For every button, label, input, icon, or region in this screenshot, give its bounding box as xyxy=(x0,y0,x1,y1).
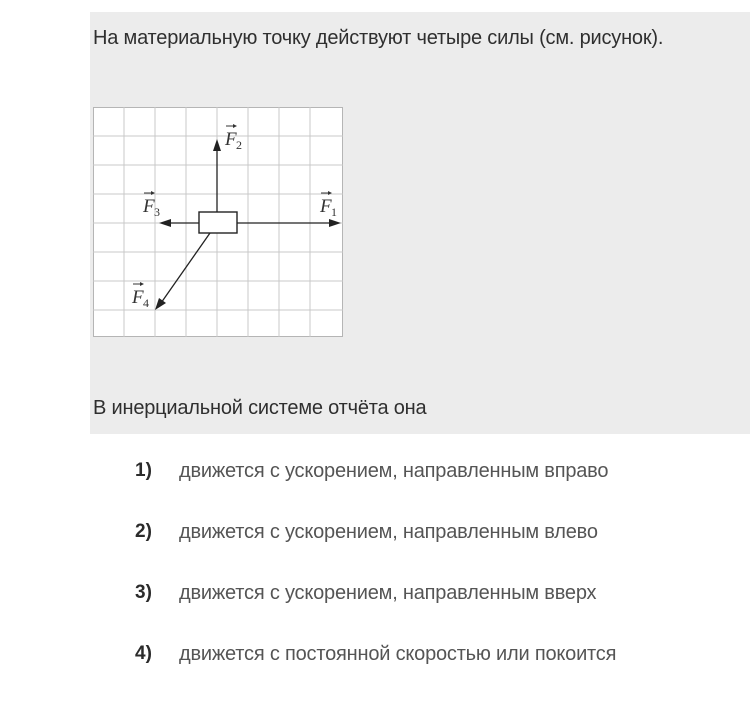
label-f4-letter: F xyxy=(132,287,144,308)
option-text: движется с постоянной скоростью или покоится xyxy=(179,643,617,665)
option-number: 1) xyxy=(135,460,152,481)
label-f2-letter: F xyxy=(225,129,237,150)
option-number: 2) xyxy=(135,521,152,542)
option-number: 4) xyxy=(135,643,152,664)
label-f3-sub: 3 xyxy=(154,205,160,219)
option-text: движется с ускорением, направленным влево xyxy=(179,521,598,543)
material-point-box xyxy=(199,212,237,233)
question-subtext: В инерциальной системе отчёта она xyxy=(93,397,427,419)
label-f2-sub: 2 xyxy=(236,138,242,152)
question-text: На материальную точку действуют четыре силы (см. рисунок). xyxy=(93,27,664,49)
label-f4-sub: 4 xyxy=(143,296,149,310)
answer-options xyxy=(135,455,750,699)
answer-option-3[interactable] xyxy=(135,577,750,638)
option-text: движется с ускорением, направленным вверх xyxy=(179,582,597,604)
option-number: 3) xyxy=(135,582,152,603)
question-panel xyxy=(90,12,750,434)
label-f1-sub: 1 xyxy=(331,205,337,219)
answer-option-2[interactable] xyxy=(135,516,750,577)
force-diagram xyxy=(93,107,343,337)
option-text: движется с ускорением, направленным вправо xyxy=(179,460,609,482)
answer-option-1[interactable] xyxy=(135,455,750,516)
answer-option-4[interactable] xyxy=(135,638,750,699)
label-f3-letter: F xyxy=(143,196,155,217)
label-f1-letter: F xyxy=(320,196,332,217)
